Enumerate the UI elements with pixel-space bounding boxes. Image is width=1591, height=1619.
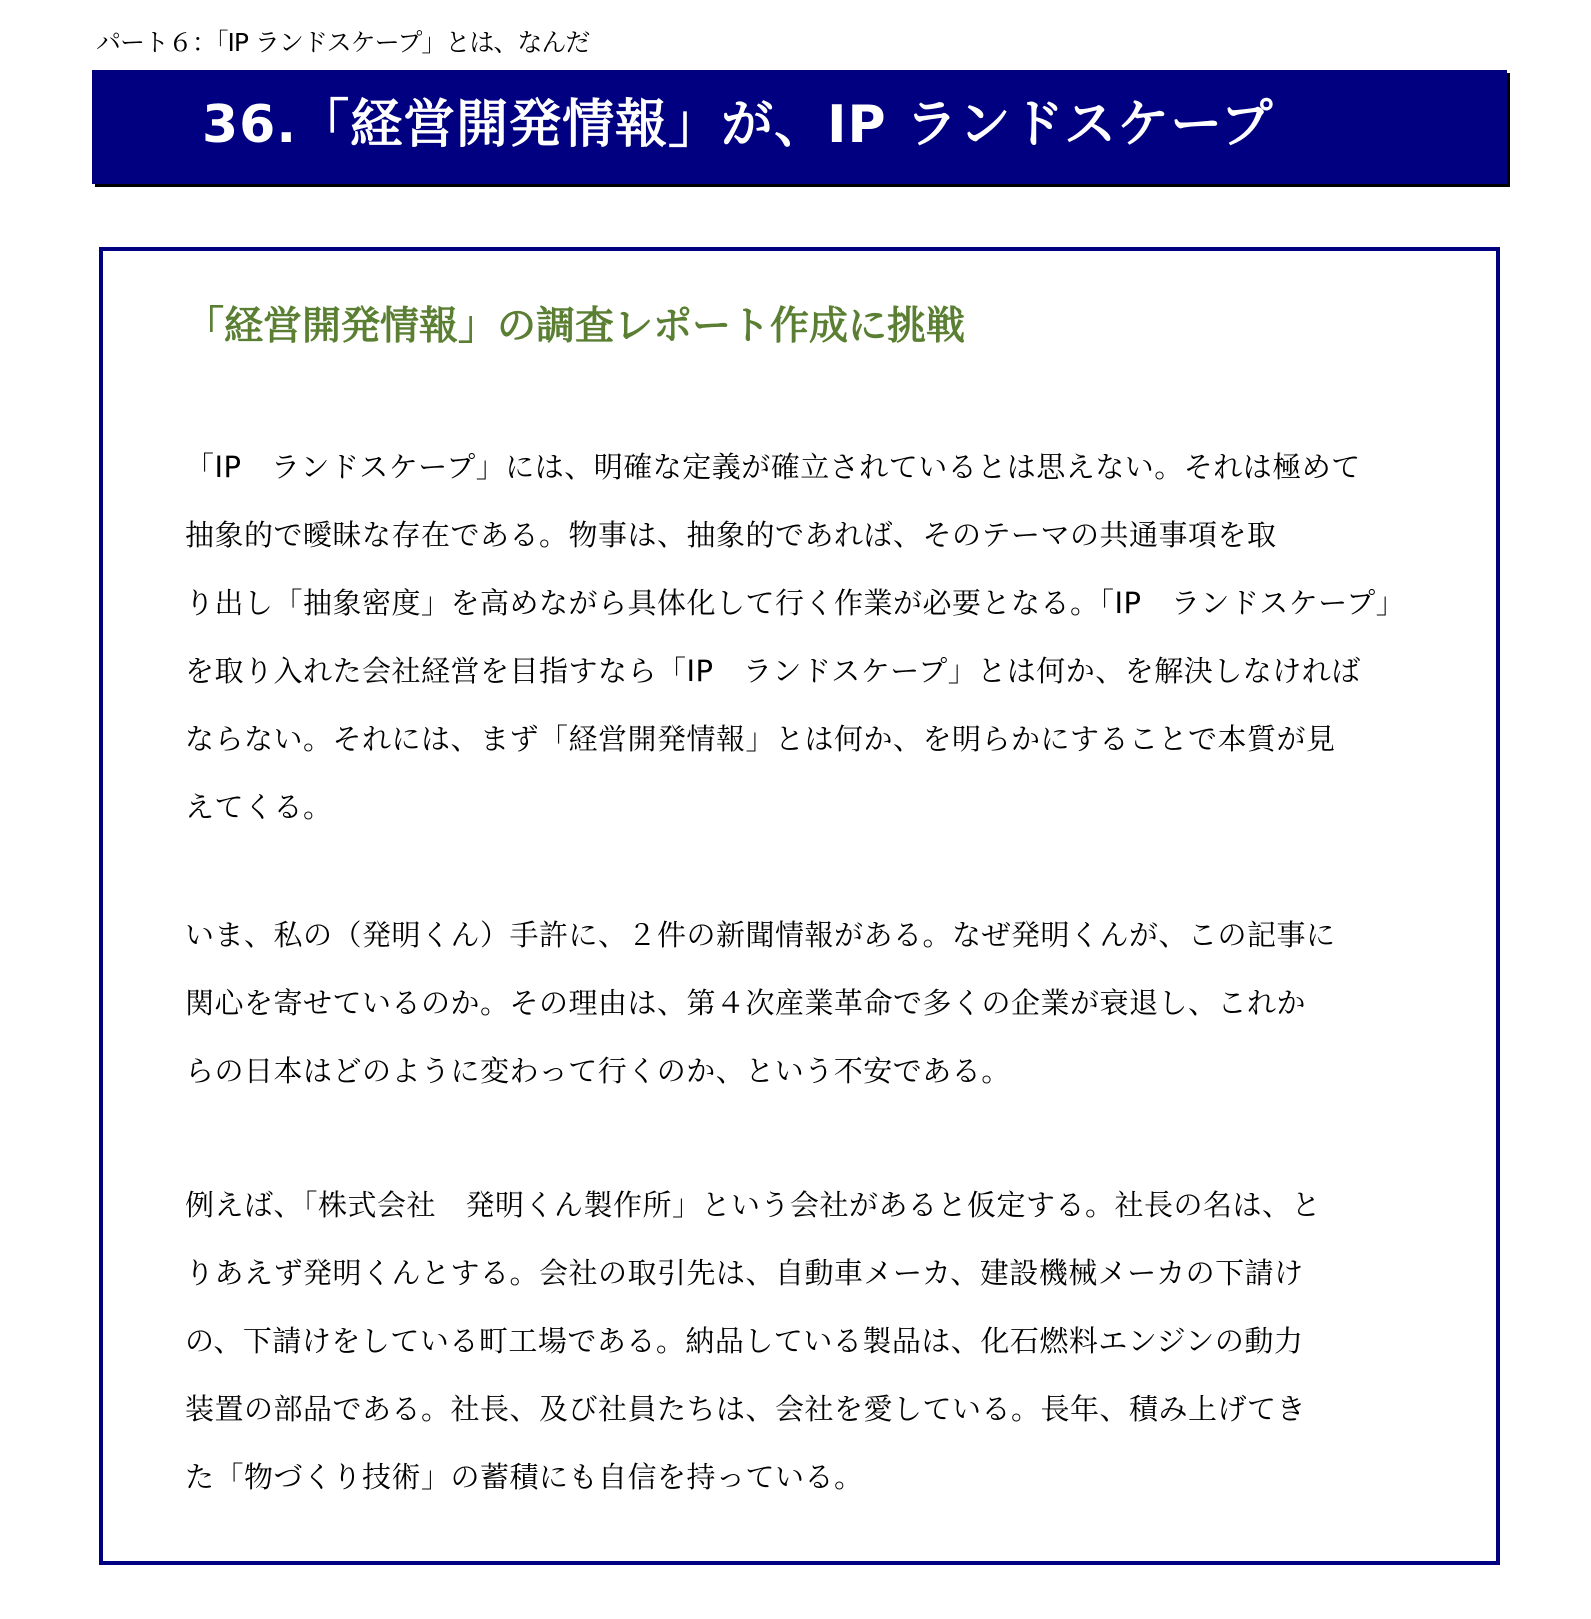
page-title: 36.「経営開発情報」が、IP ランドスケープ bbox=[202, 95, 1274, 155]
paragraph-3 bbox=[185, 1171, 1385, 1511]
paragraph-line: らの日本はどのように変わって行くのか、という不安である。 bbox=[185, 1054, 1011, 1088]
paragraph-line: いま、私の（発明くん）手許に、２件の新聞情報がある。なぜ発明くんが、この記事に bbox=[185, 918, 1336, 952]
paragraph-line: 装置の部品である。社長、及び社員たちは、会社を愛している。長年、積み上げてき bbox=[185, 1392, 1307, 1426]
paragraph-line: 抽象的で曖昧な存在である。物事は、抽象的であれば、そのテーマの共通事項を取 bbox=[185, 518, 1277, 552]
paragraph-2 bbox=[185, 901, 1385, 1105]
content-box bbox=[99, 247, 1500, 1565]
paragraph-line: を取り入れた会社経営を目指すなら「IP ランドスケープ」とは何か、を解決しなければ bbox=[185, 654, 1361, 688]
paragraph-line: り出し「抽象密度」を高めながら具体化して行く作業が必要となる。「IP ランドスケープ」 bbox=[185, 586, 1406, 620]
title-banner bbox=[92, 70, 1507, 184]
paragraph-1 bbox=[185, 433, 1406, 841]
paragraph-line: た「物づくり技術」の蓄積にも自信を持っている。 bbox=[185, 1460, 864, 1494]
paragraph-line: の、下請けをしている町工場である。納品している製品は、化石燃料エンジンの動力 bbox=[185, 1324, 1304, 1358]
paragraph-line: ならない。それには、まず「経営開発情報」とは何か、を明らかにすることで本質が見 bbox=[185, 722, 1336, 756]
paragraph-line: 例えば、「株式会社 発明くん製作所」という会社があると仮定する。社長の名は、と bbox=[185, 1188, 1322, 1222]
running-header: パート６：「IP ランドスケープ」とは、なんだ bbox=[96, 28, 590, 57]
section-heading: 「経営開発情報」の調査レポート作成に挑戦 bbox=[185, 304, 966, 349]
paragraph-line: 「IP ランドスケープ」には、明確な定義が確立されているとは思えない。それは極めて bbox=[185, 450, 1361, 484]
paragraph-line: りあえず発明くんとする。会社の取引先は、自動車メーカ、建設機械メーカの下請け bbox=[185, 1256, 1304, 1290]
paragraph-line: えてくる。 bbox=[185, 790, 333, 824]
paragraph-line: 関心を寄せているのか。その理由は、第４次産業革命で多くの企業が衰退し、これか bbox=[185, 986, 1307, 1020]
